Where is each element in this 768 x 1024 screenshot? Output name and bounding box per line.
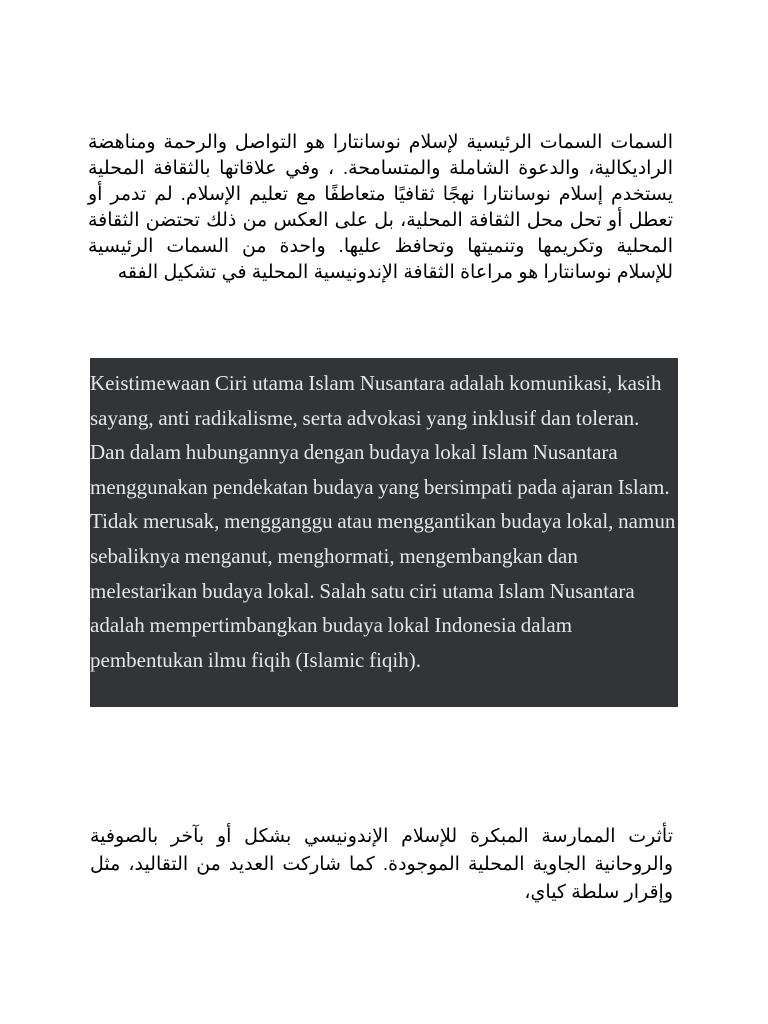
indonesian-paragraph: Keistimewaan Ciri utama Islam Nusantara adalah komunikasi, kasih sayang, anti radikalisme, serta advokasi yang inklusif dan toleran. Dan dalam hubungannya dengan budaya lokal Islam Nusantara menggunakan pendekatan budaya yang bersimpati pada ajaran Islam. Tidak merusak, mengganggu atau menggantikan budaya lokal, namun sebaliknya menganut, menghormati, mengembangkan dan melestarikan budaya lokal. Salah satu ciri utama Islam Nusantara adalah mempertimbangkan budaya lokal Indonesia dalam pembentukan ilmu fiqih (Islamic fiqih).: [90, 371, 676, 672]
arabic-paragraph-top-block: [88, 130, 673, 286]
arabic-paragraph-top: السمات السمات الرئيسية لإسلام نوسانتارا هو التواصل والرحمة ومناهضة الراديكالية، والدعوة الشاملة والمتسامحة. ، وفي علاقاتها بالثقافة المحلية يستخدم إسلام نوسانتارا نهجًا ثقافيًا متعاطفًا مع تعليم الإسلام. لم تدمر أو تعطل أو تحل محل الثقافة المحلية، بل على العكس من ذلك تحتضن الثقافة المحلية وتكريمها وتنميتها وتحافظ عليها. واحدة من السمات الرئيسية للإسلام نوسانتارا هو مراعاة الثقافة الإندونيسية المحلية في تشكيل الفقه: [88, 132, 673, 283]
arabic-paragraph-bottom: تأثرت الممارسة المبكرة للإسلام الإندونيسي بشكل أو بآخر بالصوفية والروحانية الجاوية المحلية الموجودة. كما شاركت العديد من التقاليد، مثل وإقرار سلطة كياي،: [90, 826, 673, 903]
arabic-paragraph-bottom-block: [90, 823, 673, 907]
indonesian-text-box: [90, 358, 678, 707]
